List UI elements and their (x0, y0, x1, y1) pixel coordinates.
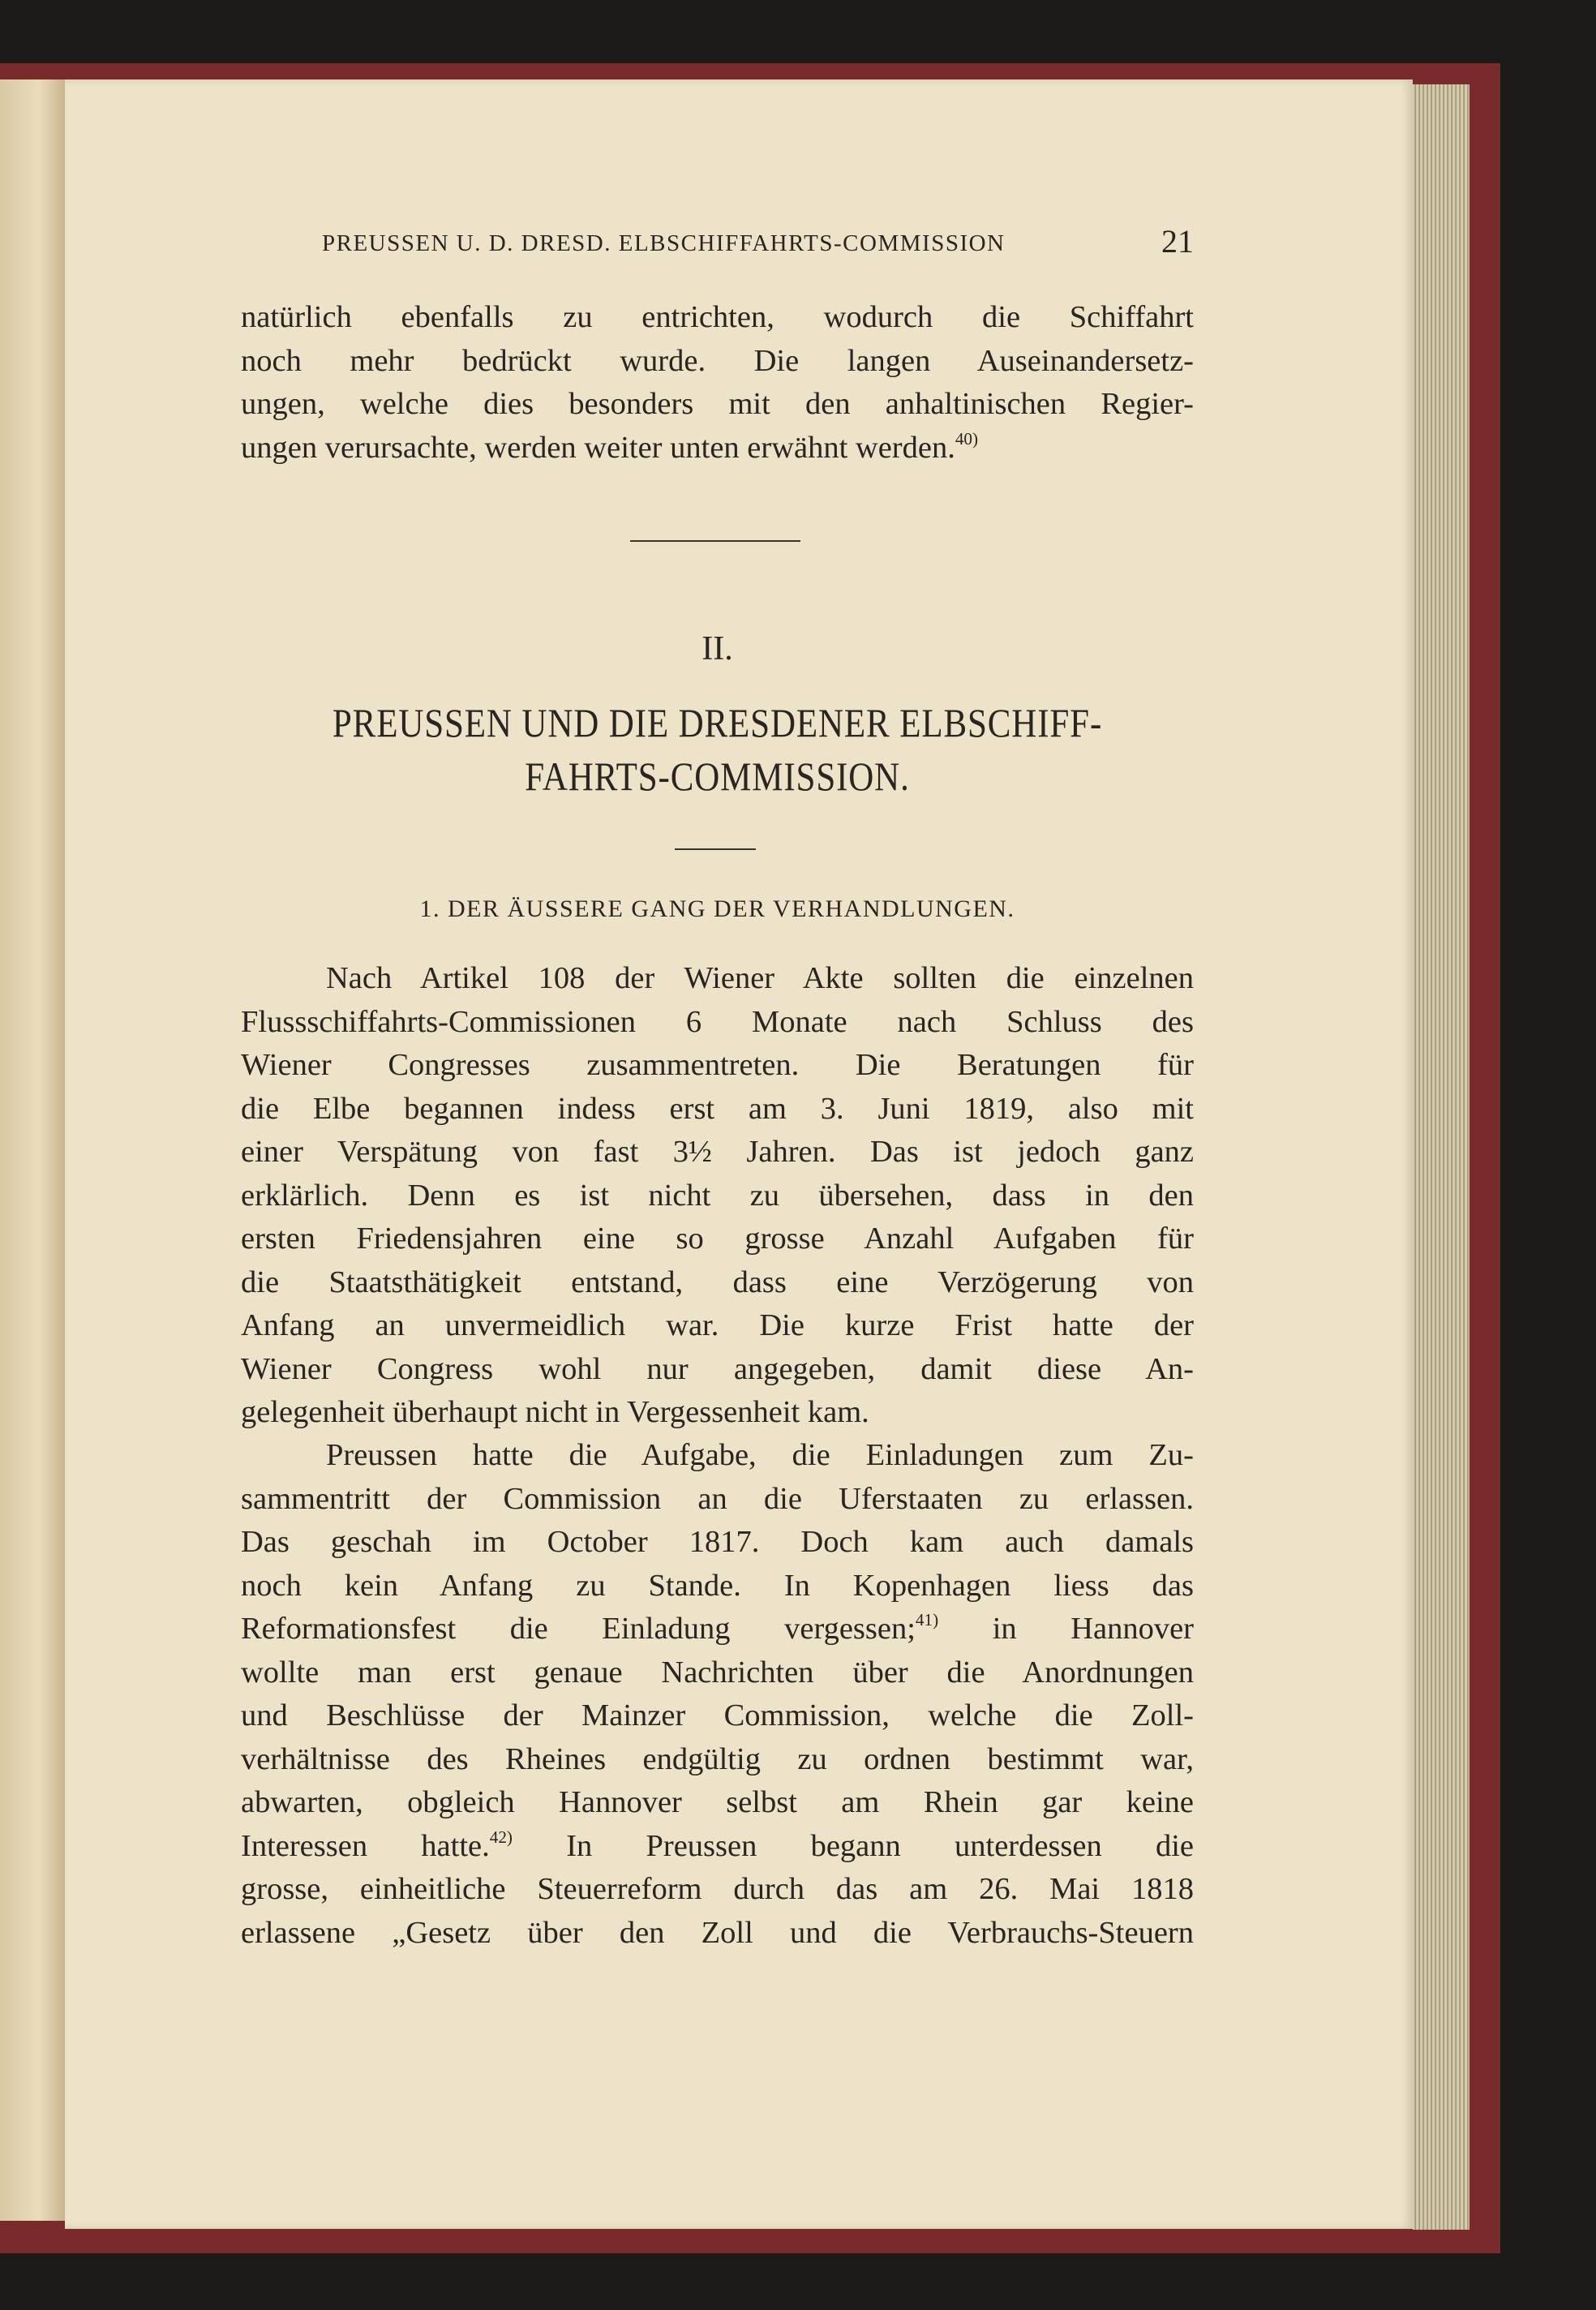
footnote-ref: 42) (489, 1827, 513, 1847)
footnote-ref: 40) (955, 428, 979, 449)
text-segment: Interessen hatte. (241, 1828, 490, 1863)
text-line: Wiener Congresses zusammentreten. Die Beratungen für (241, 1048, 1194, 1082)
chapter-title (307, 696, 1127, 803)
text-line: sammentritt der Commission an die Uferstaaten zu erlassen. (241, 1481, 1194, 1516)
text-line: verhältnisse des Rheines endgültig zu ordnen bestimmt war, (241, 1741, 1194, 1776)
running-head (241, 211, 1194, 260)
text-line: Anfang an unvermeidlich war. Die kurze Frist hatte der (241, 1308, 1194, 1342)
text-line: ersten Friedensjahren eine so grosse Anzahl Aufgaben für (241, 1222, 1194, 1256)
text-line: einer Verspätung von fast 3½ Jahren. Das ist jedoch ganz (241, 1135, 1194, 1169)
text-line: abwarten, obgleich Hannover selbst am Rhein gar keine (241, 1785, 1194, 1819)
divider-rule (630, 540, 800, 542)
text-line (241, 427, 1194, 470)
left-page-edge (0, 79, 65, 2221)
paragraph-3 (241, 1434, 1194, 1955)
divider-rule-short (675, 848, 756, 850)
paragraph-2 (241, 957, 1194, 1435)
text-line: Wiener Congress wohl nur angegeben, damit diese An- (241, 1351, 1194, 1386)
chapter-number: II. (701, 630, 733, 668)
text-line (241, 1608, 1194, 1651)
page-stack-edge (1413, 84, 1469, 2230)
text-line: grosse, einheitliche Steuerreform durch das am 26. Mai 1818 (241, 1872, 1194, 1906)
text-line: Flussschiffahrts-Commissionen 6 Monate nach Schluss des (241, 1004, 1194, 1039)
text-line: erlassene „Gesetz über den Zoll und die Verbrauchs-Steuern (241, 1915, 1194, 1950)
text-segment: In Preussen begann unterdessen die (566, 1828, 1195, 1863)
text-line: Nach Artikel 108 der Wiener Akte sollten die einzelnen (326, 961, 1194, 995)
text-line: noch mehr bedrückt wurde. Die langen Auseinandersetz- (241, 343, 1194, 378)
text-segment: ungen verursachte, werden weiter unten erwähnt werden. (241, 430, 955, 465)
text-line: wollte man erst genaue Nachrichten über die Anordnungen (241, 1655, 1194, 1690)
chapter-title-line: FAHRTS-COMMISSION. (525, 754, 910, 799)
text-line: noch kein Anfang zu Stande. In Kopenhagen liess das (241, 1568, 1194, 1603)
section-heading: 1. DER ÄUSSERE GANG DER VERHANDLUNGEN. (419, 895, 1015, 922)
running-head-title: PREUSSEN U. D. DRESD. ELBSCHIFFAHRTS-COMMISSION (322, 230, 1006, 256)
text-line: ungen, welche dies besonders mit den anhaltinischen Regier- (241, 387, 1194, 421)
text-segment: Reformationsfest die Einladung vergessen; (241, 1612, 916, 1646)
paragraph-1 (241, 296, 1194, 470)
chapter-title-line: PREUSSEN UND DIE DRESDENER ELBSCHIFF- (332, 700, 1103, 745)
page-number: 21 (1161, 223, 1194, 260)
text-line: natürlich ebenfalls zu entrichten, wodurch die Schiffahrt (241, 300, 1194, 334)
text-line: die Staatsthätigkeit entstand, dass eine Verzögerung von (241, 1264, 1194, 1299)
text-line: erklärlich. Denn es ist nicht zu übersehen, dass in den (241, 1178, 1194, 1213)
text-line: Preussen hatte die Aufgabe, die Einladungen zum Zu- (326, 1438, 1194, 1472)
footnote-ref: 41) (915, 1610, 939, 1630)
text-line: Das geschah im October 1817. Doch kam auch damals (241, 1525, 1194, 1559)
text-line: und Beschlüsse der Mainzer Commission, welche die Zoll- (241, 1698, 1194, 1732)
text-line: gelegenheit überhaupt nicht in Vergessenheit kam. (241, 1395, 869, 1429)
text-line (241, 1825, 1194, 1869)
text-line: die Elbe begannen indess erst am 3. Juni 1819, also mit (241, 1091, 1194, 1126)
text-segment: in Hannover (992, 1612, 1194, 1646)
